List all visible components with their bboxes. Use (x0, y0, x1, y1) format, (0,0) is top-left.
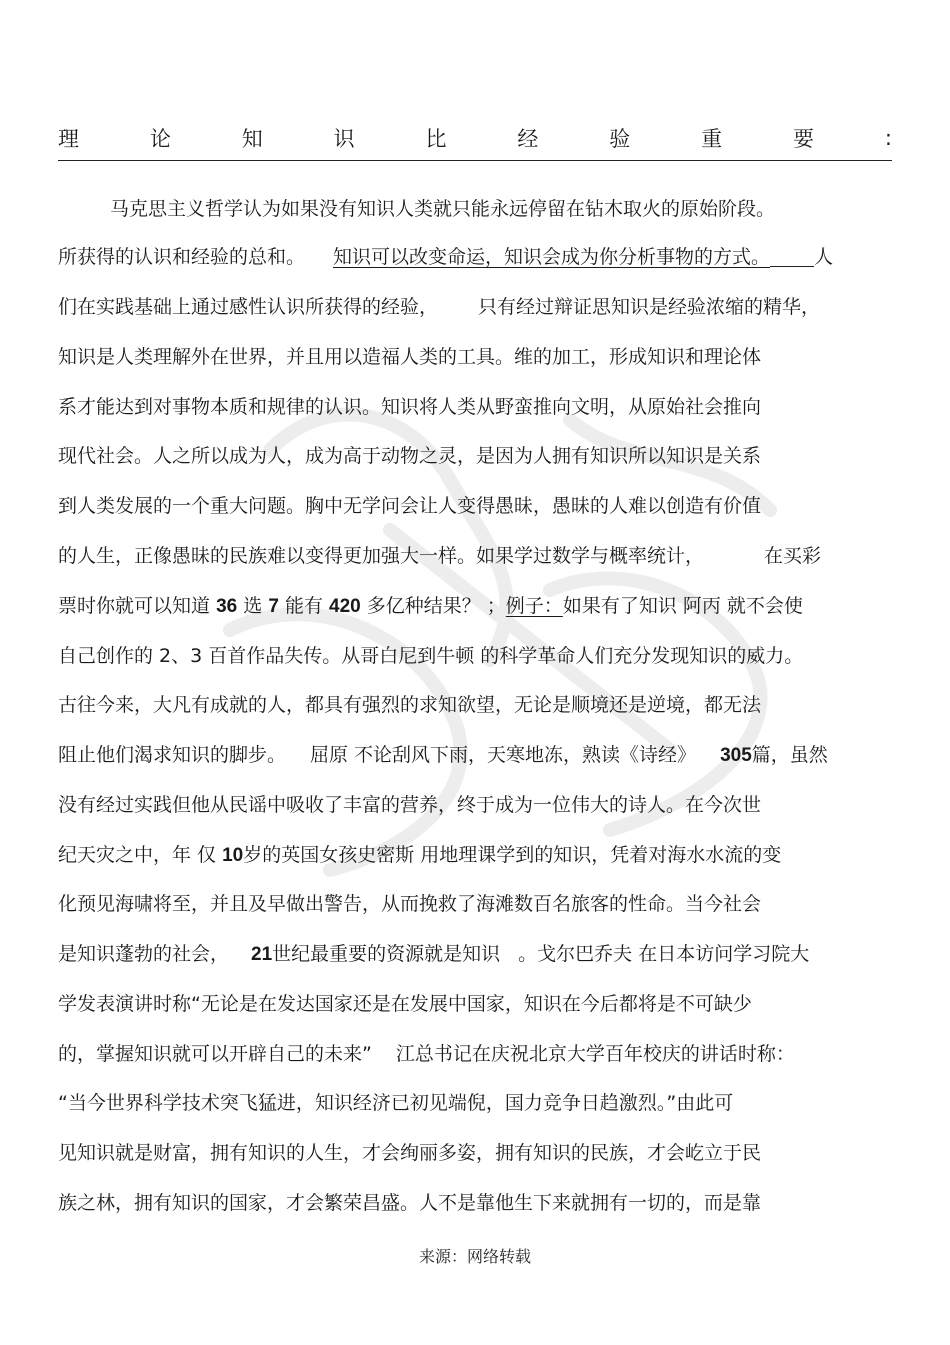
text-span: 在买彩 (764, 545, 822, 567)
text-span: 只有经过辩证思知识是经验浓缩的精华， (478, 296, 821, 318)
text-span: 篇，虽然 (751, 744, 828, 766)
body-line (58, 294, 820, 320)
text-span: 化预见海啸将至，并且及早做出警告，从而挽救了海滩数百名旅客的性命。当今社会 (58, 893, 762, 915)
body-line (58, 1041, 795, 1067)
text-span: 所获得的认识和经验的总和。 (58, 246, 306, 268)
body-line (58, 643, 803, 669)
title-char: 理 (58, 127, 79, 151)
number: 36 (216, 596, 238, 617)
body-line (58, 1190, 761, 1216)
body-line (58, 842, 781, 868)
body-line (58, 543, 821, 569)
body-line (58, 1090, 733, 1116)
body-line (58, 792, 761, 818)
text-span: 屈原 不论刮风下雨，天寒地冻，熟读《诗经》 (310, 744, 697, 766)
text-span: 阻止他们渴求知识的脚步。 (58, 744, 287, 766)
text-span: 如果有了知识 阿丙 就不会使 (562, 595, 803, 617)
body-line (58, 692, 761, 718)
page-title (58, 120, 892, 156)
body-line (58, 493, 761, 519)
text-span: 见知识就是财富，拥有知识的人生，才会绚丽多姿，拥有知识的民族，才会屹立于民 (58, 1142, 762, 1164)
text-span: 学发表演讲时称“无论是在发达国家还是在发展中国家，知识在今后都将是不可缺少 (58, 993, 752, 1015)
title-char: 知 (241, 127, 263, 151)
title-char: 论 (149, 127, 171, 151)
watermark (150, 330, 870, 930)
text-span: 世纪最重要的资源就是知识 (272, 943, 501, 965)
underlined-quote: 知识可以改变命运，知识会成为你分析事物的方式。 (333, 246, 771, 268)
text-span: 票时你就可以知道 (58, 595, 211, 617)
body-line (58, 1140, 761, 1166)
title-char: 经 (517, 127, 539, 151)
text-span: “当今世界科学技术突飞猛进，知识经济已初见端倪，国力竞争日趋激烈。”由此可 (58, 1092, 734, 1114)
text-span: 岁的英国女孩史密斯 用地理课学到的知识，凭着对海水水流的变 (243, 844, 782, 866)
title-char: : (884, 126, 892, 150)
text-span: 的，掌握知识就可以开辟自己的未来” (58, 1043, 372, 1065)
title-char: 重 (701, 127, 723, 151)
number: 10 (222, 845, 244, 866)
text-span: 古往今来，大凡有成就的人，都具有强烈的求知欲望，无论是顺境还是逆境，都无法 (58, 694, 762, 716)
text-span: 人 (814, 246, 834, 268)
number: 420 (329, 596, 361, 617)
title-char: 识 (333, 127, 355, 151)
title-underline (58, 160, 892, 161)
text-span: 多亿种结果？ ； (366, 595, 506, 617)
text-span: 江总书记在庆祝北京大学百年校庆的讲话时称： (395, 1043, 795, 1065)
text-span: 选 (243, 595, 263, 617)
body-line (58, 593, 803, 619)
title-char: 比 (425, 127, 447, 151)
text-span: 系才能达到对事物本质和规律的认识。知识将人类从野蛮推向文明，从原始社会推向 (58, 396, 762, 418)
body-line (58, 244, 833, 270)
number: 21 (251, 944, 273, 965)
text-span: 。戈尔巴乔夫 在日本访问学习院大 (518, 943, 810, 965)
body-line (110, 196, 775, 222)
source-footer: 来源：网络转载 (418, 1247, 531, 1266)
text-span: 纪天灾之中，年 仅 (58, 844, 217, 866)
body-line (58, 742, 828, 768)
text-span: 马克思主义哲学认为如果没有知识人类就只能永远停留在钻木取火的原始阶段。 (110, 198, 776, 220)
number: 305 (720, 745, 752, 766)
title-char: 验 (609, 127, 631, 151)
text-span: 现代社会。人之所以成为人，成为高于动物之灵，是因为人拥有知识所以知识是关系 (58, 445, 762, 467)
text-span: 是知识蓬勃的社会， (58, 943, 230, 965)
underline-tail (770, 266, 814, 267)
text-span: 自己创作的 2、3 百首作品失传。从哥白尼到牛顿 的科学革命人们充分发现知识的威力。 (58, 645, 804, 667)
body-line (58, 991, 752, 1017)
body-line (58, 941, 809, 967)
text-span: 们在实践基础上通过感性认识所获得的经验， (58, 296, 439, 318)
text-span: 没有经过实践但他从民谣中吸收了丰富的营养，终于成为一位伟大的诗人。在今次世 (58, 794, 762, 816)
body-line (58, 443, 761, 469)
body-line (58, 891, 761, 917)
text-span: 的人生，正像愚昧的民族难以变得更加强大一样。如果学过数学与概率统计， (58, 545, 705, 567)
text-span: 能有 (284, 595, 323, 617)
body-line (58, 394, 761, 420)
body-line (58, 344, 761, 370)
underlined-label: 例子： (505, 595, 563, 617)
text-span: 到人类发展的一个重大问题。胸中无学问会让人变得愚昧，愚昧的人难以创造有价值 (58, 495, 762, 517)
text-span: 知识是人类理解外在世界，并且用以造福人类的工具。维的加工，形成知识和理论体 (58, 346, 762, 368)
title-char: 要 (793, 127, 814, 151)
text-span: 族之林，拥有知识的国家，才会繁荣昌盛。人不是靠他生下来就拥有一切的，而是靠 (58, 1192, 762, 1214)
number: 7 (268, 596, 279, 617)
